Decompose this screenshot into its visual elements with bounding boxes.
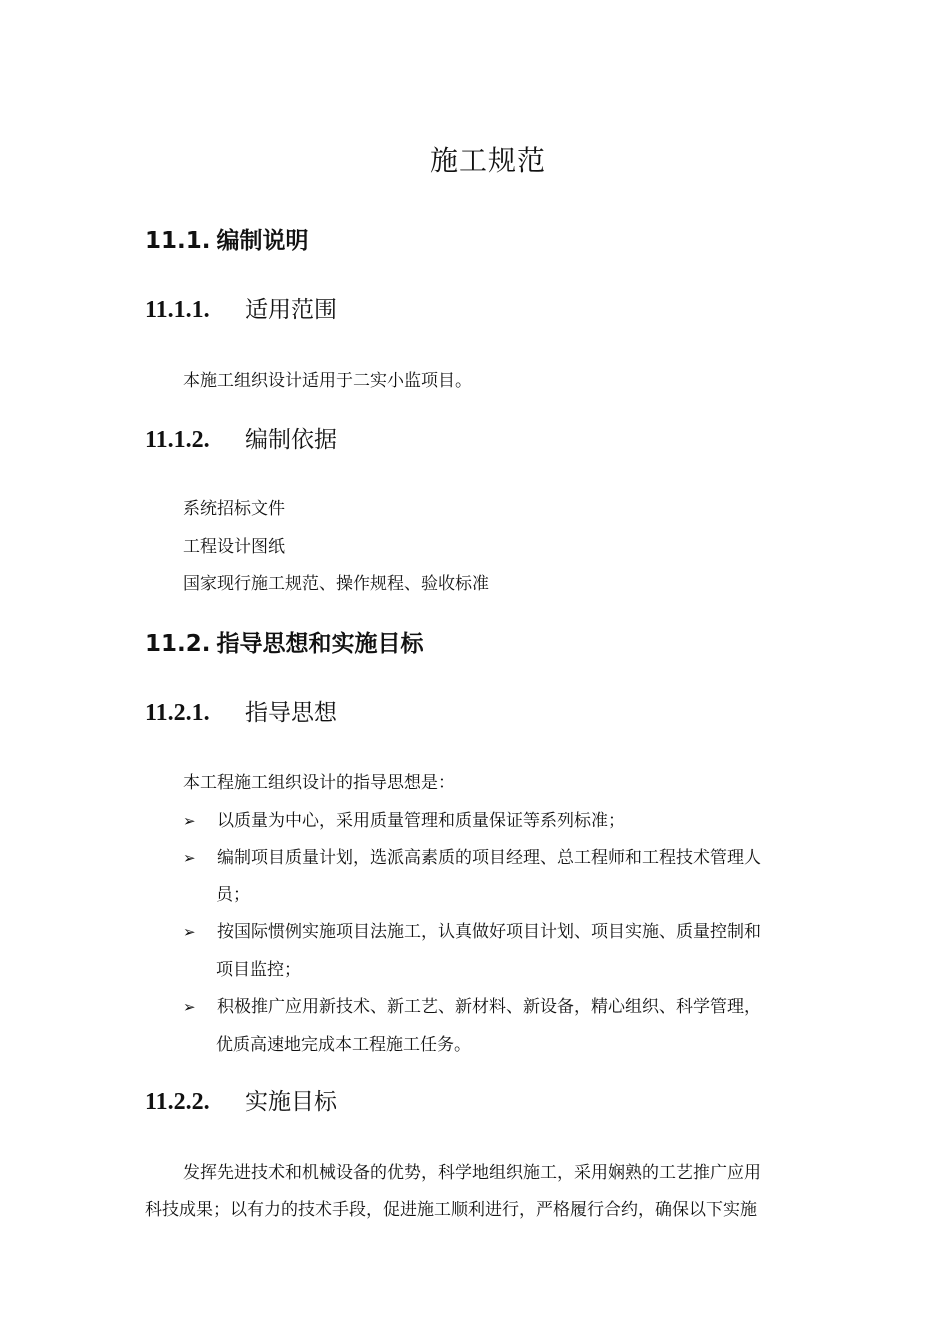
bullet-text: 按国际惯例实施项目法施工，认真做好项目计划、项目实施、质量控制和 bbox=[217, 922, 761, 942]
paragraph-intro: 本工程施工组织设计的指导思想是： bbox=[183, 773, 455, 793]
arrowhead-bullet-icon: ➢ bbox=[183, 849, 196, 867]
section-title: 指导思想 bbox=[245, 700, 337, 726]
paragraph-scope: 本施工组织设计适用于二实小监项目。 bbox=[183, 371, 472, 391]
bullet-continuation: 优质高速地完成本工程施工任务。 bbox=[216, 1035, 471, 1055]
section-number: 11.1.2. bbox=[145, 427, 210, 453]
section-number: 11.2.2. bbox=[145, 1089, 210, 1115]
section-title: 编制依据 bbox=[245, 427, 337, 453]
list-item: 工程设计图纸 bbox=[183, 537, 285, 557]
arrowhead-bullet-icon: ➢ bbox=[183, 812, 196, 830]
section-heading-11-1 bbox=[145, 222, 309, 255]
bullet-text: 编制项目质量计划，选派高素质的项目经理、总工程师和工程技术管理人 bbox=[217, 848, 761, 868]
paragraph-line: 发挥先进技术和机械设备的优势，科学地组织施工，采用娴熟的工艺推广应用 bbox=[183, 1163, 761, 1183]
bullet-continuation: 员； bbox=[216, 885, 250, 905]
section-number: 11.1. bbox=[145, 228, 211, 254]
section-heading-11-2 bbox=[145, 625, 424, 658]
bullet-item bbox=[183, 917, 761, 942]
page-title: 施工规范 bbox=[429, 144, 546, 177]
bullet-continuation: 项目监控； bbox=[216, 960, 301, 980]
bullet-text: 积极推广应用新技术、新工艺、新材料、新设备，精心组织、科学管理， bbox=[217, 997, 761, 1017]
section-number: 11.2.1. bbox=[145, 700, 210, 726]
paragraph-line: 科技成果；以有力的技术手段，促进施工顺利进行，严格履行合约，确保以下实施 bbox=[145, 1200, 757, 1220]
section-heading-11-1-2 bbox=[145, 421, 337, 454]
list-item: 系统招标文件 bbox=[183, 499, 285, 519]
section-title: 指导思想和实施目标 bbox=[216, 631, 424, 657]
list-item: 国家现行施工规范、操作规程、验收标准 bbox=[183, 574, 489, 594]
section-title: 编制说明 bbox=[216, 228, 309, 254]
section-number: 11.1.1. bbox=[145, 297, 210, 323]
section-heading-11-2-2 bbox=[145, 1083, 337, 1116]
section-number: 11.2. bbox=[145, 631, 211, 657]
bullet-item bbox=[183, 992, 761, 1017]
bullet-item bbox=[183, 843, 761, 868]
section-title: 适用范围 bbox=[245, 297, 337, 323]
bullet-text: 以质量为中心，采用质量管理和质量保证等系列标准； bbox=[217, 811, 625, 831]
bullet-item bbox=[183, 806, 625, 831]
section-heading-11-1-1 bbox=[145, 291, 337, 324]
section-heading-11-2-1 bbox=[145, 694, 337, 727]
arrowhead-bullet-icon: ➢ bbox=[183, 923, 196, 941]
arrowhead-bullet-icon: ➢ bbox=[183, 998, 196, 1016]
section-title: 实施目标 bbox=[245, 1089, 337, 1115]
